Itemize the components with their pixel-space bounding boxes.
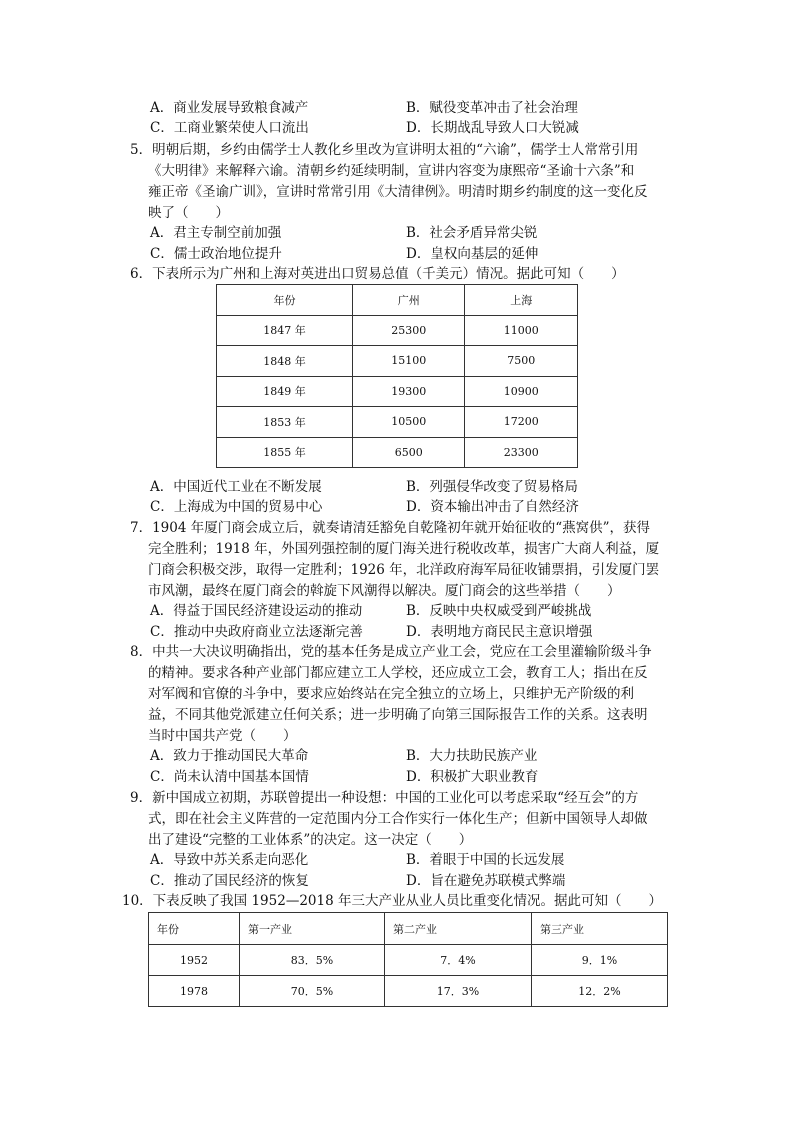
table-cell: 17．3% (385, 976, 532, 1007)
q8-stem-line: 的精神。要求各种产业部门都应建立工人学校，还应成立工会，教育工人；指出在反 (148, 665, 648, 681)
table-row (149, 976, 668, 1007)
q8-stem-line: 益，不同其他党派建立任何关系；进一步明确了向第三国际报告工作的关系。这表明 (148, 707, 648, 723)
q9-option-b[interactable]: B．着眼于中国的长远发展 (406, 852, 565, 868)
table-header-row (217, 285, 578, 316)
q5-stem-line: 《大明律》来解释六谕。清朝乡约延续明制，宣讲内容变为康熙帝“圣谕十六条”和 (148, 163, 635, 179)
q5-option-c[interactable]: C．儒士政治地位提升 (150, 246, 282, 262)
q7-stem-line: 市风潮，最终在厦门商会的斡旋下风潮得以解决。厦门商会的这些举措（ ） (148, 583, 621, 599)
table-cell: 1849 年 (217, 376, 353, 407)
q7-option-d[interactable]: D．表明地方商民民主意识增强 (406, 624, 593, 640)
q4-option-b[interactable]: B．赋役变革冲击了社会治理 (406, 100, 578, 116)
q9-option-a[interactable]: A．导致中苏关系走向恶化 (150, 852, 309, 868)
table-cell: 1847 年 (217, 315, 353, 346)
q4-option-a[interactable]: A．商业发展导致粮食减产 (150, 100, 309, 116)
q5-option-d[interactable]: D．皇权向基层的延伸 (406, 246, 539, 262)
table-row (217, 376, 578, 407)
q5-stem-line: 5．明朝后期，乡约由儒学士人教化乡里改为宣讲明太祖的“六谕”，儒学士人常常引用 (130, 142, 639, 158)
q9-stem-line: 式，即在社会主义阵营的一定范围内分工合作实行一体化生产；但新中国领导人却做 (148, 811, 648, 827)
q7-stem-line: 7．1904 年厦门商会成立后，就奏请清廷豁免自乾隆初年就开始征收的“燕窝供”，获得 (130, 520, 651, 536)
table-row (149, 945, 668, 976)
q7-stem-line: 门商会积极交涉，取得一定胜利；1926 年，北洋政府海军局征收铺票捐，引发厦门罢 (148, 562, 660, 578)
table-cell: 70．5% (240, 976, 385, 1007)
q7-option-a[interactable]: A．得益于国民经济建设运动的推动 (150, 603, 363, 619)
table-header-cell: 年份 (149, 913, 240, 945)
q8-stem-line: 8．中共一大决议明确指出，党的基本任务是成立产业工会，党应在工会里灌输阶级斗争 (130, 644, 652, 660)
q7-option-c[interactable]: C．推动中央政府商业立法逐渐完善 (150, 624, 363, 640)
table-header-row (149, 913, 668, 945)
q5-option-b[interactable]: B．社会矛盾异常尖锐 (406, 225, 538, 241)
table-row (217, 437, 578, 468)
table-header-cell: 第二产业 (385, 913, 532, 945)
q7-stem-line: 完全胜利；1918 年，外国列强控制的厦门海关进行税收改革，损害广大商人利益，厦 (148, 541, 660, 557)
table-header-cell: 第一产业 (240, 913, 385, 945)
q8-option-b[interactable]: B．大力扶助民族产业 (406, 748, 538, 764)
table-cell: 7．4% (385, 945, 532, 976)
table-row (217, 346, 578, 377)
q6-option-c[interactable]: C．上海成为中国的贸易中心 (150, 499, 323, 515)
q6-trade-table (216, 284, 578, 468)
table-cell: 12．2% (532, 976, 668, 1007)
q9-option-d[interactable]: D．旨在避免苏联模式弊端 (406, 873, 566, 889)
q5-stem-line: 雍正帝《圣谕广训》，宣讲时常常引用《大清律例》。明清时期乡约制度的这一变化反 (148, 184, 648, 200)
table-cell: 19300 (352, 376, 465, 407)
table-cell: 6500 (352, 437, 465, 468)
table-cell: 7500 (465, 346, 578, 377)
table-cell: 1853 年 (217, 407, 353, 438)
table-cell: 1855 年 (217, 437, 353, 468)
q6-option-d[interactable]: D．资本输出冲击了自然经济 (406, 499, 579, 515)
q10-stem: 10．下表反映了我国 1952—2018 年三大产业从业人员比重变化情况。据此可知（ ） (122, 893, 662, 909)
q10-industry-table (148, 912, 668, 1007)
table-header-cell: 第三产业 (532, 913, 668, 945)
q8-stem-line: 当时中国共产党（ ） (148, 728, 297, 744)
table-cell: 1978 (149, 976, 240, 1007)
q6-option-a[interactable]: A．中国近代工业在不断发展 (150, 479, 322, 495)
q6-option-b[interactable]: B．列强侵华改变了贸易格局 (406, 479, 578, 495)
table-header-cell: 上海 (465, 285, 578, 316)
q9-option-c[interactable]: C．推动了国民经济的恢复 (150, 873, 309, 889)
q5-option-a[interactable]: A．君主专制空前加强 (150, 225, 282, 241)
q7-option-b[interactable]: B．反映中央权威受到严峻挑战 (406, 603, 592, 619)
table-cell: 83．5% (240, 945, 385, 976)
q8-option-a[interactable]: A．致力于推动国民大革命 (150, 748, 309, 764)
q8-option-c[interactable]: C．尚未认清中国基本国情 (150, 769, 309, 785)
table-cell: 11000 (465, 315, 578, 346)
table-header-cell: 年份 (217, 285, 353, 316)
q8-option-d[interactable]: D．积极扩大职业教育 (406, 769, 539, 785)
q9-stem-line: 出了建设“完整的工业体系”的决定。这一决定（ ） (148, 832, 473, 848)
table-header-cell: 广州 (352, 285, 465, 316)
q4-option-c[interactable]: C．工商业繁荣使人口流出 (150, 120, 309, 136)
q5-stem-line: 映了（ ） (148, 205, 229, 221)
table-cell: 1848 年 (217, 346, 353, 377)
q6-stem: 6．下表所示为广州和上海对英进出口贸易总值（千美元）情况。据此可知（ ） (130, 266, 625, 282)
q9-stem-line: 9．新中国成立初期，苏联曾提出一种设想：中国的工业化可以考虑采取“经互会”的方 (130, 790, 639, 806)
table-cell: 23300 (465, 437, 578, 468)
table-cell: 1952 (149, 945, 240, 976)
table-row (217, 315, 578, 346)
q8-stem-line: 对军阀和官僚的斗争中，要求应始终站在完全独立的立场上，只维护无产阶级的利 (148, 686, 634, 702)
table-cell: 9．1% (532, 945, 668, 976)
table-cell: 25300 (352, 315, 465, 346)
table-cell: 17200 (465, 407, 578, 438)
table-row (217, 407, 578, 438)
table-cell: 10900 (465, 376, 578, 407)
table-cell: 15100 (352, 346, 465, 377)
q4-option-d[interactable]: D．长期战乱导致人口大锐减 (406, 120, 579, 136)
table-cell: 10500 (352, 407, 465, 438)
